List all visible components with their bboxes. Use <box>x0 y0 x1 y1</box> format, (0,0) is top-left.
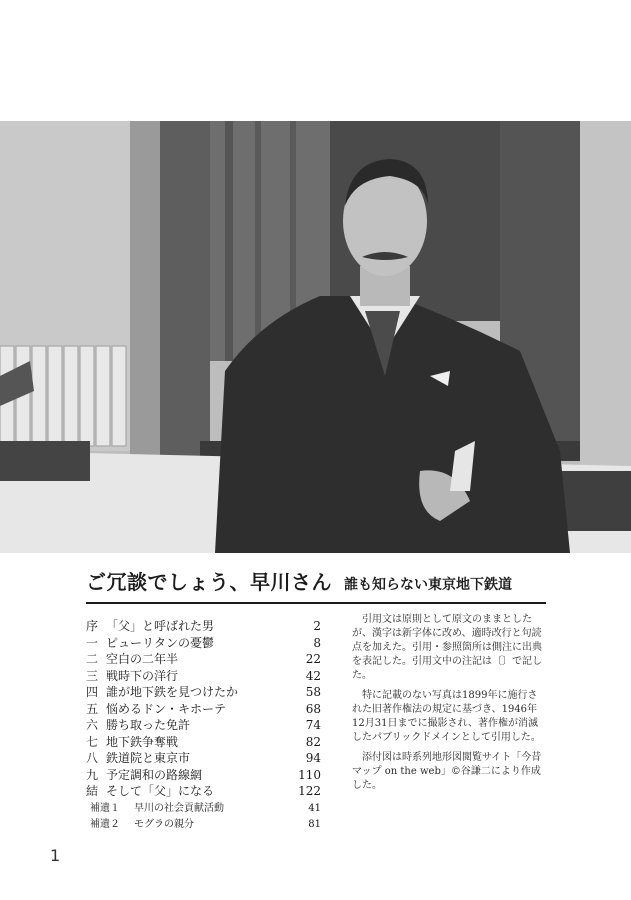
toc-row[interactable] <box>86 782 321 799</box>
toc-row[interactable] <box>86 733 321 750</box>
toc-title: ピューリタンの憂鬱 <box>106 635 215 650</box>
toc-num: 結 <box>86 784 99 798</box>
toc-row[interactable] <box>86 716 321 733</box>
toc-row[interactable] <box>86 766 321 783</box>
toc-row[interactable] <box>86 650 321 667</box>
toc-page: 110 <box>298 767 321 782</box>
toc-page: 81 <box>308 819 321 830</box>
toc-page: 22 <box>305 652 321 666</box>
toc-page: 2 <box>313 619 321 633</box>
toc-page: 74 <box>305 718 321 732</box>
toc-row[interactable] <box>86 749 321 766</box>
toc-num: 補遺２ <box>90 819 120 830</box>
toc-num: 一 <box>86 635 99 650</box>
toc-title: 戦時下の洋行 <box>106 668 179 683</box>
toc-title: 勝ち取った免許 <box>106 718 191 732</box>
toc-num: 三 <box>86 668 99 683</box>
toc-title: 鉄道院と東京市 <box>106 751 191 765</box>
toc-num: 八 <box>86 751 99 765</box>
toc-num: 二 <box>86 652 99 666</box>
toc-title: そして「父」になる <box>106 784 215 798</box>
toc-title: 誰が地下鉄を見つけたか <box>106 685 239 699</box>
note-paragraph: 添付図は時系列地形図閲覧サイト「今昔マップ on the web」©谷謙二により作成した。 <box>352 752 542 791</box>
toc-num: 四 <box>86 685 99 699</box>
main-title: ご冗談でしょう、早川さん <box>86 570 332 594</box>
toc-page: 8 <box>313 635 321 650</box>
toc-page: 94 <box>305 751 321 765</box>
toc-title: 予定調和の路線網 <box>106 767 203 782</box>
toc-row[interactable] <box>86 700 321 717</box>
title-row <box>86 566 546 604</box>
toc-row[interactable] <box>86 667 321 684</box>
toc-title: 「父」と呼ばれた男 <box>106 619 215 633</box>
toc-title: 地下鉄争奪戦 <box>106 734 179 749</box>
toc-page: 58 <box>305 685 321 699</box>
note-paragraph: 特に記載のない写真は1899年に施行された旧著作権法の規定に基づき、1946年12月31日までに撮影され、著作権が消滅したパブリックドメインとして引用した。 <box>352 690 541 743</box>
toc-page: 122 <box>298 784 321 798</box>
toc-supplement-row[interactable] <box>86 799 321 816</box>
toc-page: 68 <box>305 701 321 716</box>
toc-num: 序 <box>86 619 99 633</box>
toc-supplement-row[interactable] <box>86 815 321 832</box>
toc-title: モグラの親分 <box>134 819 194 830</box>
portrait-photo-graphic <box>0 121 631 553</box>
toc-row[interactable] <box>86 617 321 634</box>
toc-page: 42 <box>305 668 321 683</box>
toc-num: 九 <box>86 767 99 782</box>
toc-num: 五 <box>86 701 99 716</box>
toc-page: 82 <box>305 734 321 749</box>
toc-title: 早川の社会貢献活動 <box>134 802 224 814</box>
portrait-photo <box>0 121 631 553</box>
toc-num: 補遺１ <box>90 802 120 814</box>
toc-page: 41 <box>308 802 321 814</box>
toc-row[interactable] <box>86 634 321 651</box>
note-paragraph: 引用文は原則として原文のままとしたが、漢字は新字体に改め、適時改行と句読点を加えた。引用・参照箇所は側注に出典を表記した。引用文中の注記は〔〕で記した。 <box>352 614 542 681</box>
toc-num: 七 <box>86 734 99 749</box>
editorial-notes <box>352 613 544 799</box>
toc-title: 悩めるドン・キホーテ <box>106 701 227 716</box>
subtitle: 誰も知らない東京地下鉄道 <box>344 577 512 593</box>
page-number: 1 <box>50 846 61 865</box>
toc-num: 六 <box>86 718 99 732</box>
toc-title: 空白の二年半 <box>106 652 179 666</box>
toc-row[interactable] <box>86 683 321 700</box>
table-of-contents <box>86 617 321 832</box>
